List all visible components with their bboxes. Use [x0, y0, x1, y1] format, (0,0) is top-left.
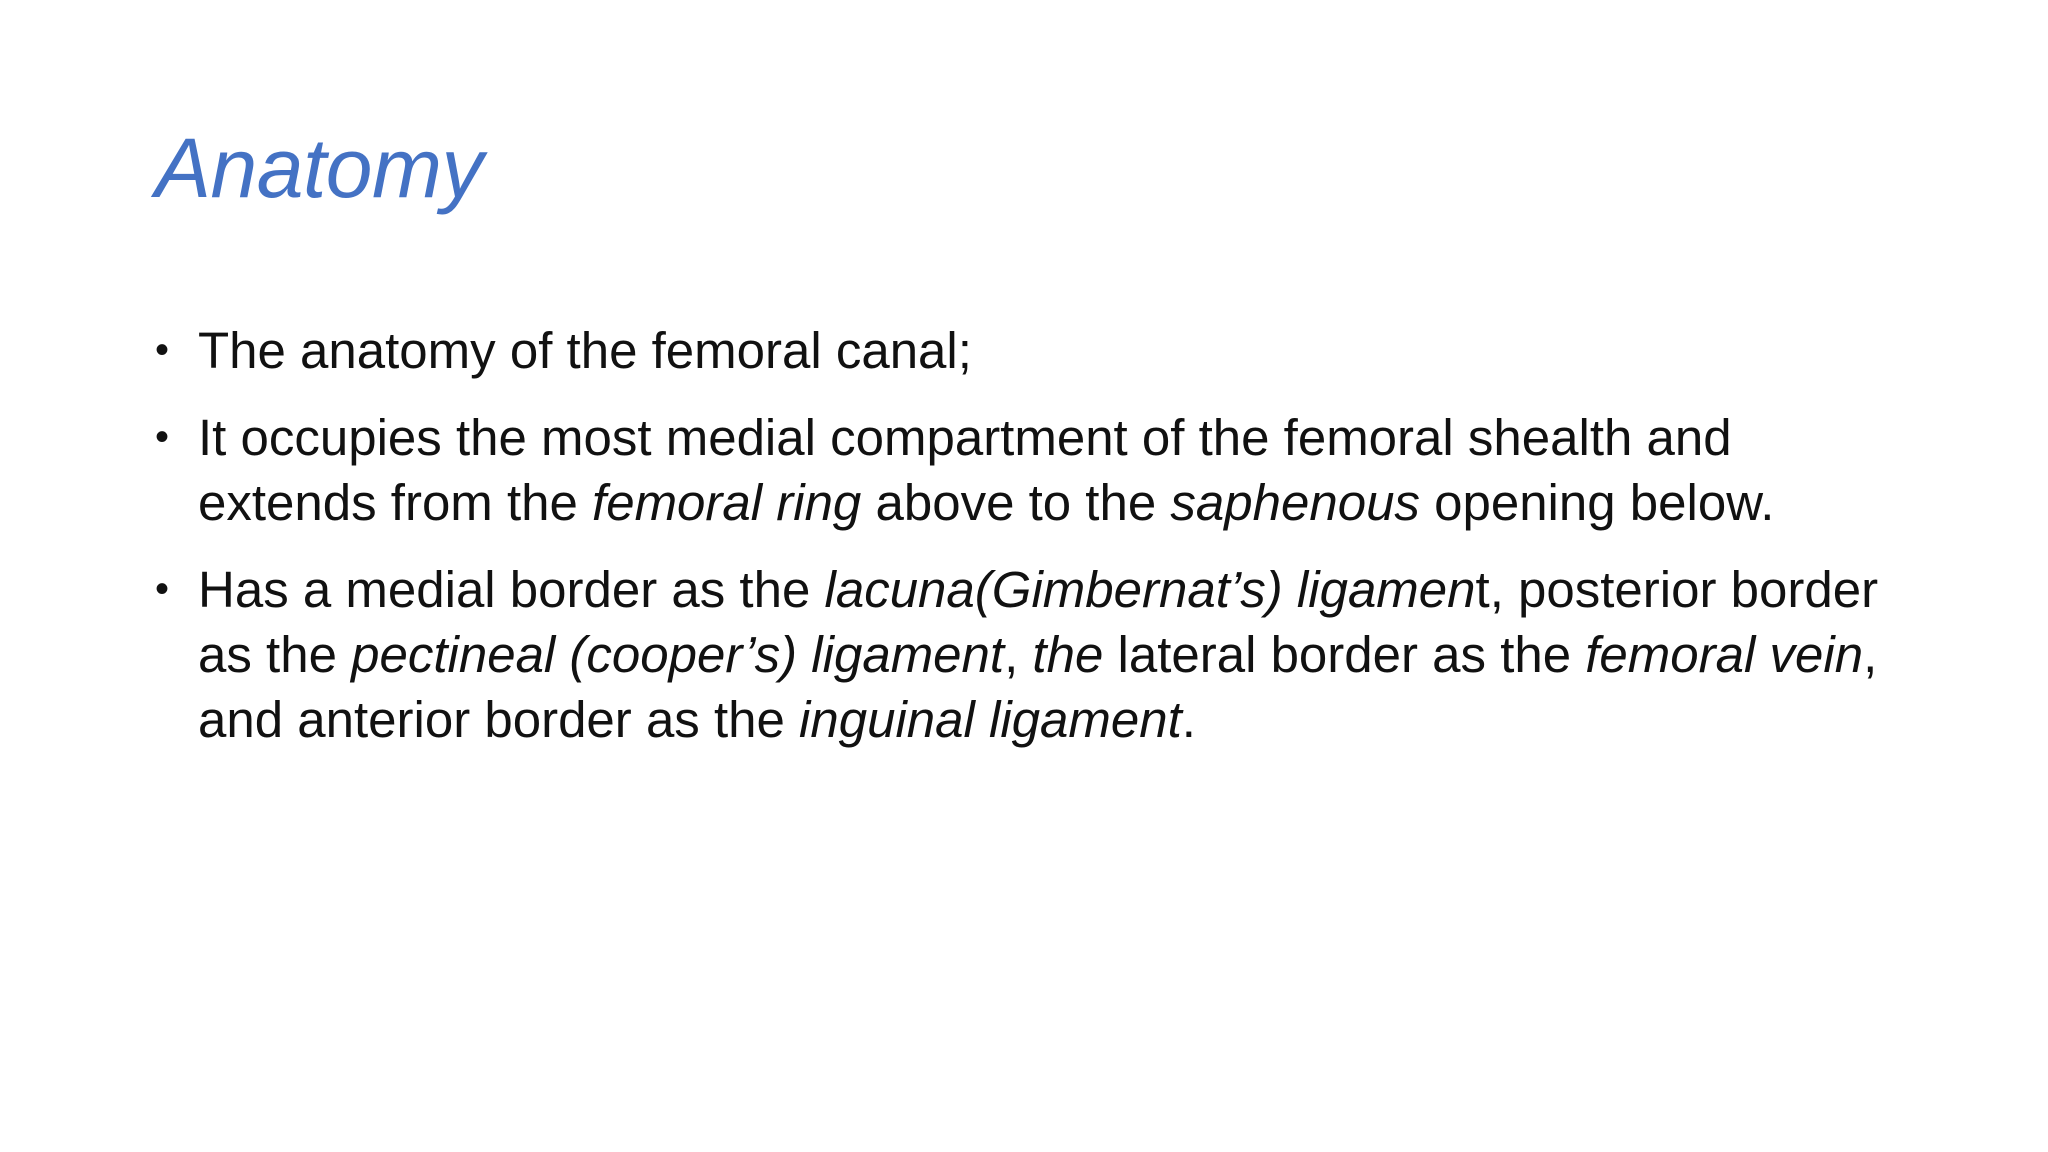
bullet-item-2 [155, 405, 1915, 535]
bullet-3-italic-inguinal-ligament: inguinal ligament [799, 691, 1182, 748]
bullet-list [155, 318, 1915, 774]
bullet-dot-icon: • [155, 415, 170, 459]
bullet-3-text-3: , [1004, 626, 1033, 683]
bullet-2-text-2: above to the [861, 474, 1171, 531]
bullet-3-text-2: t, posterior border as the [198, 561, 1879, 683]
bullet-3-text-6: . [1181, 691, 1196, 748]
bullet-2-italic-femoral-ring: femoral ring [592, 474, 862, 531]
bullet-2-text-1: It occupies the most medial compartment of the femoral shealth and extends from the [198, 409, 1732, 531]
bullet-3-text-4: lateral border as the [1103, 626, 1586, 683]
bullet-dot-icon: • [155, 567, 170, 611]
bullet-dot-icon: • [155, 328, 170, 372]
bullet-item-3 [155, 557, 1915, 752]
bullet-2-text-3: opening below. [1419, 474, 1775, 531]
bullet-3-italic-pectineal: pectineal (cooper’s) ligament [351, 626, 1005, 683]
bullet-3-text-5: , and anterior border as the [198, 626, 1878, 748]
bullet-3-italic-femoral-vein: femoral vein [1585, 626, 1864, 683]
bullet-3-italic-the: the [1032, 626, 1104, 683]
bullet-3-text-1: Has a medial border as the [198, 561, 825, 618]
bullet-2-italic-saphenous: saphenous [1170, 474, 1420, 531]
bullet-1-text-1: The anatomy of the femoral canal; [198, 322, 972, 379]
slide-title: Anatomy [155, 121, 483, 215]
bullet-item-1 [155, 318, 1915, 383]
bullet-3-italic-lacuna: lacuna(Gimbernat’s) ligamen [824, 561, 1476, 618]
